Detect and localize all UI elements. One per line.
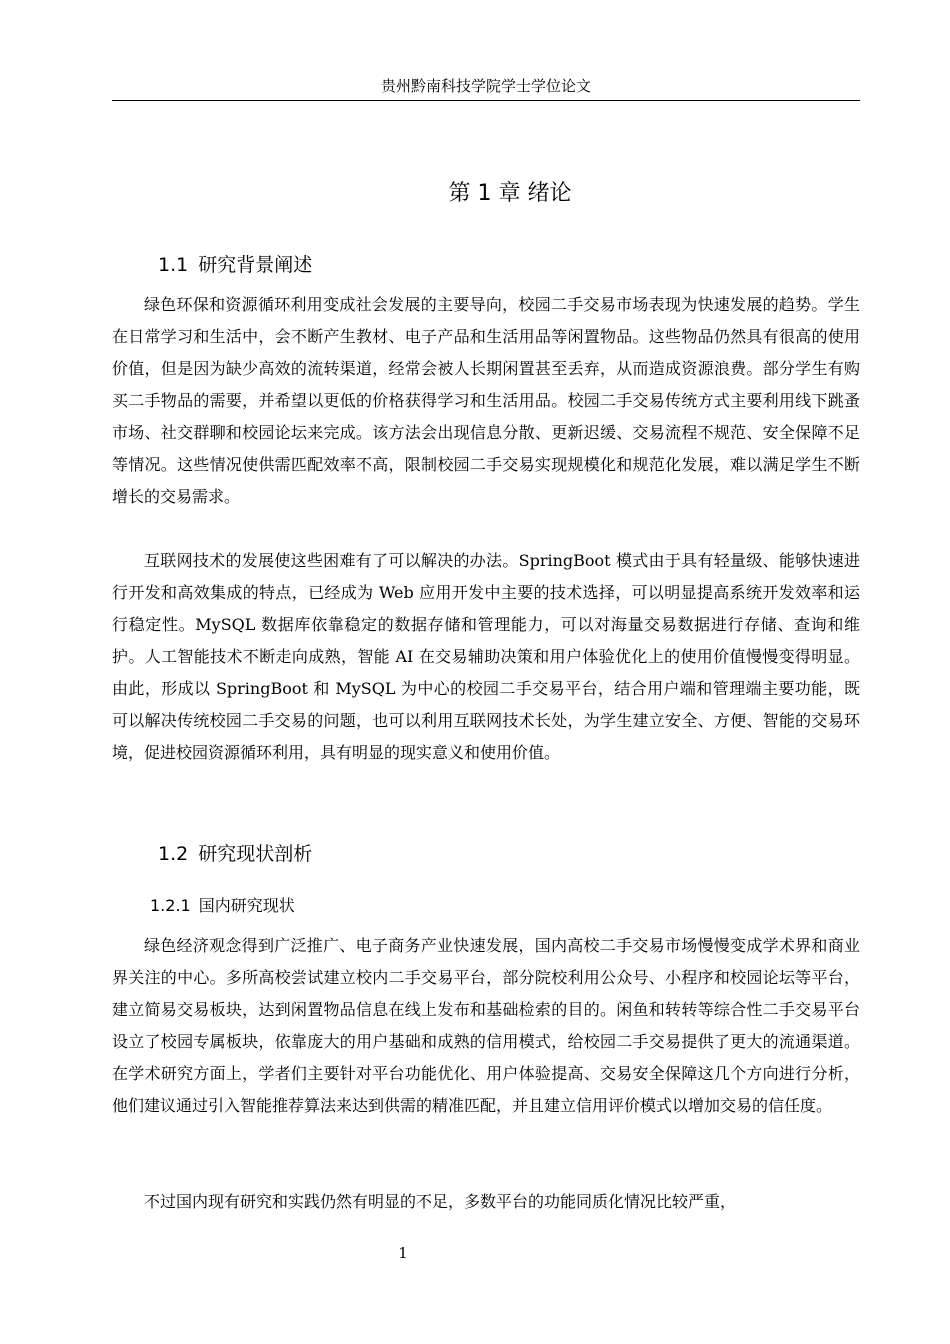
page-header: 贵州黔南科技学院学士学位论文 xyxy=(380,77,591,95)
paragraph-background-1: 绿色环保和资源循环利用变成社会发展的主要导向，校园二手交易市场表现为快速发展的趋势。学生在日常学习和生活中，会不断产生教材、电子产品和生活用品等闲置物品。这些物品仍然具有很高的使用价值，但是因为缺少高效的流转渠道，经常会被人长期闲置甚至丢弃，从而造成资源浪费。部分学生有购买二手物品的需要，并希望以更低的价格获得学习和生活用品。校园二手交易传统方式主要利用线下跳蚤市场、社交群聊和校园论坛来完成。该方法会出现信息分散、更新迟缓、交易流程不规范、安全保障不足等情况。这些情况使供需匹配效率不高，限制校园二手交易实现规模化和规范化发展，难以满足学生不断增长的交易需求。 xyxy=(112,295,860,506)
chapter-title: 第 1 章 绪论 xyxy=(448,181,572,206)
paragraph-domestic-1: 绿色经济观念得到广泛推广、电子商务产业快速发展，国内高校二手交易市场慢慢变成学术界和商业界关注的中心。多所高校尝试建立校内二手交易平台，部分院校利用公众号、小程序和校园论坛等平台，建立简易交易板块，达到闲置物品信息在线上发布和基础检索的目的。闲鱼和转转等综合性二手交易平台设立了校园专属板块，依靠庞大的用户基础和成熟的信用模式，给校园二手交易提供了更大的流通渠道。在学术研究方面上，学者们主要针对平台功能优化、用户体验提高、交易安全保障这几个方向进行分析，他们建议通过引入智能推荐算法来达到供需的精准匹配，并且建立信用评价模式以增加交易的信任度。 xyxy=(112,936,860,1115)
section-title: 研究现状剖析 xyxy=(198,843,313,865)
paragraph-background-2: 互联网技术的发展使这些困难有了可以解决的办法。SpringBoot 模式由于具有轻量级、能够快速进行开发和高效集成的特点，已经成为 Web 应用开发中主要的技术选择，可以明显提高系统开发效率和运行稳定性。MySQL 数据库依靠稳定的数据存储和管理能力，可以对海量交易数据进行存储、查询和维护。人工智能技术不断走向成熟，智能 AI 在交易辅助决策和用户体验优化上的使用价值慢慢变得明显。由此，形成以 SpringBoot 和 MySQL 为中心的校园二手交易平台，结合用户端和管理端主要功能，既可以解决传统校园二手交易的问题，也可以利用互联网技术长处，为学生建立安全、方便、智能的交易环境，促进校园资源循环利用，具有明显的现实意义和使用价值。 xyxy=(112,551,860,762)
header-rule xyxy=(112,100,860,101)
subsection-title: 国内研究现状 xyxy=(198,896,295,915)
section-number: 1.2 xyxy=(158,843,189,865)
section-heading-1-1 xyxy=(158,251,312,279)
page-number: 1 xyxy=(398,1244,408,1262)
section-heading-1-2 xyxy=(158,840,312,868)
section-number: 1.1 xyxy=(158,254,189,276)
paragraph-domestic-2: 不过国内现有研究和实践仍然有明显的不足，多数平台的功能同质化情况比较严重， xyxy=(144,1192,737,1211)
subsection-number: 1.2.1 xyxy=(150,896,191,915)
subsection-heading-1-2-1 xyxy=(150,894,295,918)
section-title: 研究背景阐述 xyxy=(198,254,313,276)
